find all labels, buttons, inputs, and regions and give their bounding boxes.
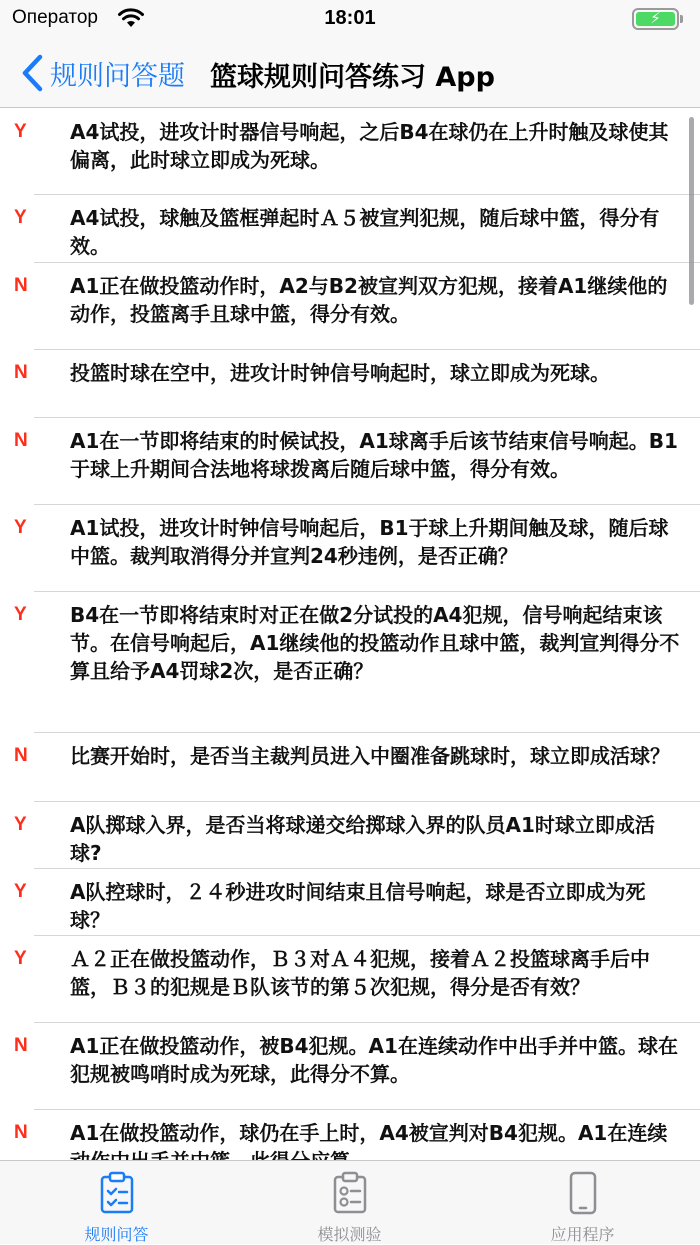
chevron-left-icon xyxy=(18,53,46,93)
carrier-label: Оператор xyxy=(12,7,98,28)
answer-flag: Y xyxy=(14,517,27,538)
list-item[interactable] xyxy=(0,869,700,936)
tab-mock-test[interactable] xyxy=(233,1161,466,1245)
battery-icon: ⚡ xyxy=(632,8,683,30)
answer-flag: N xyxy=(14,1035,28,1056)
question-text: 比赛开始时，是否当主裁判员进入中圈准备跳球时，球立即成活球？ xyxy=(70,744,670,768)
question-text: A1正在做投篮动作时，A2与B2被宣判双方犯规，接着A1继续他的动作，投篮离手且球中篮，得分有效。 xyxy=(70,274,668,326)
answer-flag: Y xyxy=(14,814,27,835)
question-text: A1试投，进攻计时钟信号响起后，B1于球上升期间触及球，随后球中篮。裁判取消得分并宣判24秒违例，是否正确？ xyxy=(70,516,669,568)
back-label: 规则问答题 xyxy=(50,60,185,92)
tab-label: 模拟测验 xyxy=(317,1225,382,1244)
status-bar xyxy=(0,0,700,40)
tab-label: 规则问答 xyxy=(84,1225,149,1244)
answer-flag: N xyxy=(14,362,28,383)
answer-flag: Y xyxy=(14,881,27,902)
answer-flag: Y xyxy=(14,604,27,625)
navigation-bar xyxy=(0,40,700,108)
list-item[interactable] xyxy=(0,195,700,263)
list-item[interactable] xyxy=(0,418,700,505)
list-item[interactable] xyxy=(0,936,700,1023)
question-text: B4在一节即将结束时对正在做2分试投的A4犯规，信号响起结束该节。在信号响起后，A1继续他的投篮动作且球中篮，裁判宣判得分不算且给予A4罚球2次，是否正确？ xyxy=(70,603,680,683)
page-title: 篮球规则问答练习 App xyxy=(210,62,495,93)
back-button[interactable] xyxy=(18,51,185,95)
answer-flag: Y xyxy=(14,121,27,142)
phone-icon xyxy=(564,1171,602,1215)
status-time: 18:01 xyxy=(324,7,376,29)
clipboard-check-icon xyxy=(98,1171,136,1215)
question-text: A1在做投篮动作，球仍在手上时，A4被宣判对B4犯规。A1在连续 xyxy=(70,1121,668,1145)
list-item[interactable] xyxy=(0,592,700,733)
tab-rules-qa[interactable] xyxy=(0,1161,233,1245)
question-text: A队掷球入界，是否当将球递交给掷球入界的队员A1时球立即成活球? xyxy=(70,813,655,865)
question-text: 投篮时球在空中，进攻计时钟信号响起时，球立即成为死球。 xyxy=(70,361,610,385)
question-list[interactable] xyxy=(0,109,700,1160)
answer-flag: N xyxy=(14,1122,28,1143)
list-item[interactable] xyxy=(0,802,700,869)
question-text: A4试投，球触及篮框弹起时Ａ５被宣判犯规，随后球中篮，得分有效。 xyxy=(70,206,660,258)
tab-apps[interactable] xyxy=(466,1161,699,1245)
tab-label: 应用程序 xyxy=(550,1225,615,1244)
answer-flag: N xyxy=(14,275,28,296)
checklist-icon xyxy=(331,1171,369,1215)
tab-bar xyxy=(0,1160,700,1244)
question-text: A1正在做投篮动作，被B4犯规。A1在连续动作中出手并中篮。球在犯规被鸣哨时成为死球，此得分不算。 xyxy=(70,1034,678,1086)
question-text: Ａ２正在做投篮动作，Ｂ３对Ａ４犯规，接着Ａ２投篮球离手后中篮，Ｂ３的犯规是Ｂ队该节的第５次犯规，得分是否有效？ xyxy=(70,947,650,999)
question-text: A4试投，进攻计时器信号响起，之后B4在球仍在上升时触及球使其偏离，此时球立即成为死球。 xyxy=(70,120,669,172)
list-item[interactable] xyxy=(0,1023,700,1110)
answer-flag: N xyxy=(14,745,28,766)
answer-flag: N xyxy=(14,430,28,451)
question-text: A队控球时，２４秒进攻时间结束且信号响起，球是否立即成为死球？ xyxy=(70,880,646,932)
question-text: A1在一节即将结束的时候试投，A1球离手后该节结束信号响起。B1于球上升期间合法地将球拨离后随后球中篮，得分有效。 xyxy=(70,429,678,481)
answer-flag: Y xyxy=(14,948,27,969)
scroll-indicator[interactable] xyxy=(689,117,694,305)
answer-flag: Y xyxy=(14,207,27,228)
list-item[interactable] xyxy=(0,733,700,802)
list-item[interactable] xyxy=(0,109,700,195)
list-item[interactable] xyxy=(0,505,700,592)
list-item[interactable] xyxy=(0,263,700,350)
list-item[interactable] xyxy=(0,350,700,418)
